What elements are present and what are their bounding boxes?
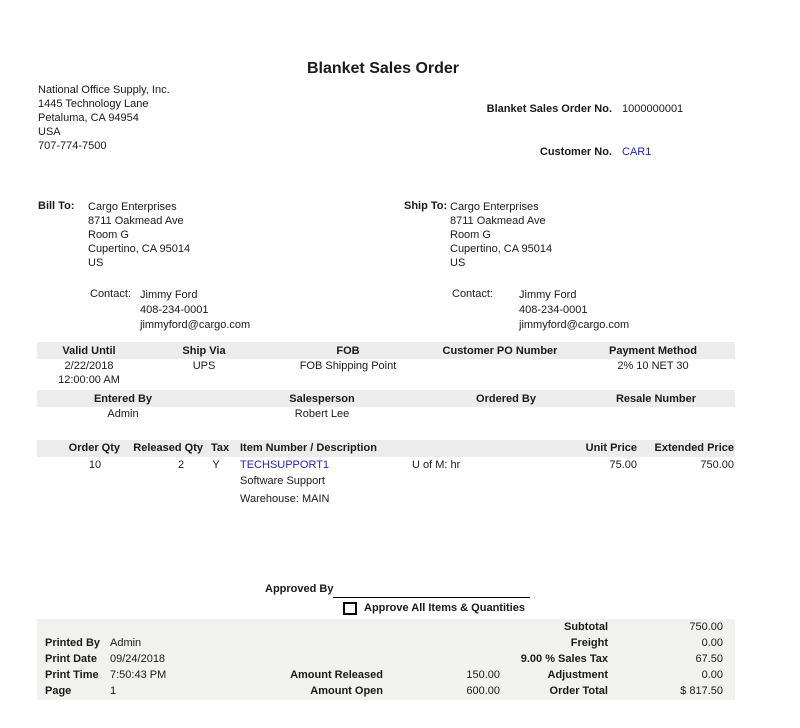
entry-header-ordered-by: Ordered By xyxy=(476,392,536,405)
item-unit-price: 75.00 xyxy=(609,459,637,471)
page-label: Page xyxy=(45,685,72,697)
approve-all-checkbox[interactable] xyxy=(343,602,357,615)
order-total-label: Order Total xyxy=(549,685,608,697)
order-no-label: Blanket Sales Order No. xyxy=(486,103,612,115)
ship-to-contact-phone: 408-234-0001 xyxy=(519,304,588,316)
bill-to-line: US xyxy=(88,257,104,269)
ship-to-contact-name: Jimmy Ford xyxy=(519,289,577,301)
amount-open-value: 600.00 xyxy=(466,685,500,697)
bill-to-line: Cargo Enterprises xyxy=(88,201,177,213)
ordered-by-value xyxy=(435,408,577,420)
item-warehouse: Warehouse: MAIN xyxy=(240,493,330,505)
entry-header-row xyxy=(37,390,735,407)
item-order-qty: 10 xyxy=(88,459,102,471)
items-header-unit-price: Unit Price xyxy=(585,442,637,454)
page-title: Blanket Sales Order xyxy=(306,60,460,77)
terms-header-ship-via: Ship Via xyxy=(182,344,226,357)
ship-to-line: 8711 Oakmead Ave xyxy=(450,215,546,227)
terms-header-fob: FOB xyxy=(336,344,360,357)
ship-to-label: Ship To: xyxy=(404,200,448,212)
terms-header-row xyxy=(37,342,735,359)
fob-value: FOB Shipping Point xyxy=(299,360,397,372)
ship-to-line: Cupertino, CA 95014 xyxy=(450,243,553,255)
amount-released-label: Amount Released xyxy=(290,669,383,681)
print-time-value: 7:50:43 PM xyxy=(110,669,167,681)
company-phone: 707-774-7500 xyxy=(38,140,107,152)
ship-to-contact-email: jimmyford@cargo.com xyxy=(519,319,630,331)
freight-value: 0.00 xyxy=(701,637,723,649)
entry-header-entered-by: Entered By xyxy=(93,392,153,405)
freight-label: Freight xyxy=(570,637,608,649)
customer-no-label: Customer No. xyxy=(539,146,612,158)
valid-until-value: 2/22/2018 xyxy=(64,360,114,372)
ship-to-contact xyxy=(519,288,629,333)
items-header-extended-price: Extended Price xyxy=(654,442,734,454)
salesperson-value: Robert Lee xyxy=(294,408,350,420)
item-number-link[interactable]: TECHSUPPORT1 xyxy=(240,459,330,471)
bill-to-line: Cupertino, CA 95014 xyxy=(88,243,191,255)
approved-by-signature-line xyxy=(333,583,530,598)
company-address-line: Petaluma, CA 94954 xyxy=(38,112,139,124)
order-no-value: 1000000001 xyxy=(622,103,684,115)
item-extended-price: 750.00 xyxy=(700,459,734,471)
bill-to-line: 8711 Oakmead Ave xyxy=(88,215,184,227)
ship-to-line: Room G xyxy=(450,229,491,241)
sales-tax-label: 9.00 % Sales Tax xyxy=(520,653,608,665)
items-header-tax: Tax xyxy=(211,442,230,454)
customer-po-value xyxy=(429,360,571,372)
terms-header-valid-until: Valid Until xyxy=(62,344,116,357)
items-header-order-qty: Order Qty xyxy=(68,442,120,454)
bill-to-contact-name: Jimmy Ford xyxy=(140,289,198,301)
company-address-block xyxy=(38,83,170,153)
bill-to-label: Bill To: xyxy=(38,200,75,212)
print-date-label: Print Date xyxy=(45,653,97,665)
resale-number-value xyxy=(577,408,735,420)
item-released-qty: 2 xyxy=(177,459,185,471)
ship-to-line: US xyxy=(450,257,466,269)
terms-header-payment-method: Payment Method xyxy=(608,344,697,357)
printed-by-label: Printed By xyxy=(45,637,101,649)
entry-values-row xyxy=(37,408,735,420)
company-address-line: USA xyxy=(38,126,61,138)
bill-to-address xyxy=(88,200,190,270)
print-date-value: 09/24/2018 xyxy=(110,653,166,665)
ship-to-contact-label: Contact: xyxy=(452,288,493,300)
print-time-label: Print Time xyxy=(45,669,99,681)
valid-until-time: 12:00:00 AM xyxy=(58,374,120,386)
terms-header-customer-po: Customer PO Number xyxy=(442,344,558,357)
items-header-item-description: Item Number / Description xyxy=(240,442,377,454)
ship-via-value: UPS xyxy=(192,360,216,372)
bill-to-line: Room G xyxy=(88,229,129,241)
ship-to-address xyxy=(450,200,552,270)
item-description: Software Support xyxy=(240,475,325,487)
entry-header-resale-number: Resale Number xyxy=(615,392,697,405)
page-number-value: 1 xyxy=(110,685,117,697)
amount-released-value: 150.00 xyxy=(466,669,500,681)
item-uom: U of M: hr xyxy=(412,459,461,471)
adjustment-value: 0.00 xyxy=(701,669,723,681)
sales-tax-value: 67.50 xyxy=(695,653,723,665)
entry-header-salesperson: Salesperson xyxy=(289,392,355,405)
printed-by-value: Admin xyxy=(110,637,142,649)
adjustment-label: Adjustment xyxy=(547,669,608,681)
items-header-released-qty: Released Qty xyxy=(133,442,203,454)
item-tax-flag: Y xyxy=(212,459,220,471)
order-total-value: $ 817.50 xyxy=(680,685,723,697)
bill-to-contact-label: Contact: xyxy=(90,288,131,300)
subtotal-label: Subtotal xyxy=(564,621,608,633)
subtotal-value: 750.00 xyxy=(689,621,723,633)
approved-by-label: Approved By xyxy=(265,583,334,595)
bill-to-contact xyxy=(140,288,250,333)
entered-by-value: Admin xyxy=(107,408,139,420)
customer-no-link[interactable]: CAR1 xyxy=(622,146,652,158)
terms-values-row xyxy=(37,360,735,372)
bill-to-contact-phone: 408-234-0001 xyxy=(140,304,209,316)
payment-method-value: 2% 10 NET 30 xyxy=(617,360,689,372)
bill-to-contact-email: jimmyford@cargo.com xyxy=(140,319,251,331)
ship-to-line: Cargo Enterprises xyxy=(450,201,539,213)
approve-all-checkbox-label: Approve All Items & Quantities xyxy=(364,602,525,614)
amount-open-label: Amount Open xyxy=(310,685,383,697)
company-name: National Office Supply, Inc. xyxy=(38,84,170,96)
company-address-line: 1445 Technology Lane xyxy=(38,98,149,110)
